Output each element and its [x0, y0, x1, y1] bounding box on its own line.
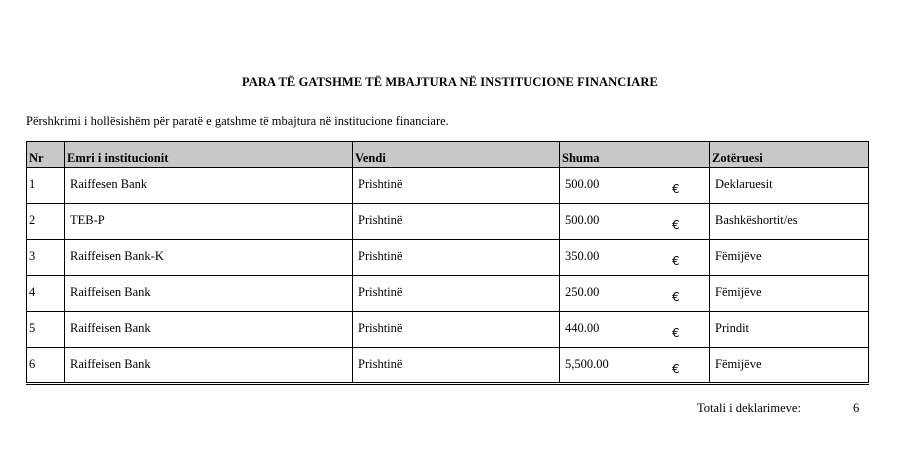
totals-line	[697, 401, 860, 416]
cell-owner: Fëmijëve	[710, 240, 869, 276]
euro-icon: €	[672, 290, 680, 304]
amount-value: 500.00	[565, 177, 600, 191]
section-description: Përshkrimi i hollësishëm për paratë e gatshme të mbajtura në institucione financiare.	[26, 114, 449, 128]
cell-owner: Prindit	[710, 312, 869, 348]
cell-amount	[560, 204, 710, 240]
cell-place: Prishtinë	[353, 312, 560, 348]
cell-amount	[560, 276, 710, 312]
table-row	[27, 204, 869, 240]
cell-nr: 5	[27, 312, 65, 348]
cell-place: Prishtinë	[353, 276, 560, 312]
header-owner: Zotëruesi	[710, 142, 869, 168]
cell-place: Prishtinë	[353, 204, 560, 240]
totals-count: 6	[853, 401, 860, 415]
cell-institution: Raiffeisen Bank	[65, 276, 353, 312]
cell-institution: Raiffesen Bank	[65, 168, 353, 204]
cell-institution: TEB-P	[65, 204, 353, 240]
table-header-row	[27, 142, 869, 168]
cell-amount	[560, 168, 710, 204]
cell-institution: Raiffeisen Bank	[65, 312, 353, 348]
amount-value: 350.00	[565, 249, 600, 263]
table-row	[27, 276, 869, 312]
cell-amount	[560, 312, 710, 348]
page-title: PARA TË GATSHME TË MBAJTURA NË INSTITUCIONE FINANCIARE	[241, 75, 658, 89]
table-row	[27, 312, 869, 348]
cell-owner: Bashkëshortit/es	[710, 204, 869, 240]
euro-icon: €	[672, 218, 680, 232]
header-place: Vendi	[353, 142, 560, 168]
cell-nr: 4	[27, 276, 65, 312]
header-amount: Shuma	[560, 142, 710, 168]
euro-icon: €	[672, 254, 680, 268]
totals-label: Totali i deklarimeve:	[697, 401, 801, 415]
cell-amount	[560, 348, 710, 384]
cell-owner: Fëmijëve	[710, 348, 869, 384]
cell-owner: Deklaruesit	[710, 168, 869, 204]
cell-nr: 3	[27, 240, 65, 276]
table-row	[27, 348, 869, 384]
euro-icon: €	[672, 362, 680, 376]
cell-nr: 6	[27, 348, 65, 384]
header-institution: Emri i institucionit	[65, 142, 353, 168]
header-nr: Nr	[27, 142, 65, 168]
amount-value: 440.00	[565, 321, 600, 335]
cell-owner: Fëmijëve	[710, 276, 869, 312]
cell-place: Prishtinë	[353, 168, 560, 204]
cell-institution: Raiffeisen Bank-K	[65, 240, 353, 276]
financial-institutions-table	[26, 141, 869, 385]
euro-icon: €	[672, 326, 680, 340]
euro-icon: €	[672, 182, 680, 196]
table-row	[27, 168, 869, 204]
cell-place: Prishtinë	[353, 240, 560, 276]
table-row	[27, 240, 869, 276]
amount-value: 500.00	[565, 213, 600, 227]
cell-nr: 1	[27, 168, 65, 204]
cell-place: Prishtinë	[353, 348, 560, 384]
cell-amount	[560, 240, 710, 276]
cell-nr: 2	[27, 204, 65, 240]
cell-institution: Raiffeisen Bank	[65, 348, 353, 384]
amount-value: 5,500.00	[565, 357, 609, 371]
amount-value: 250.00	[565, 285, 600, 299]
